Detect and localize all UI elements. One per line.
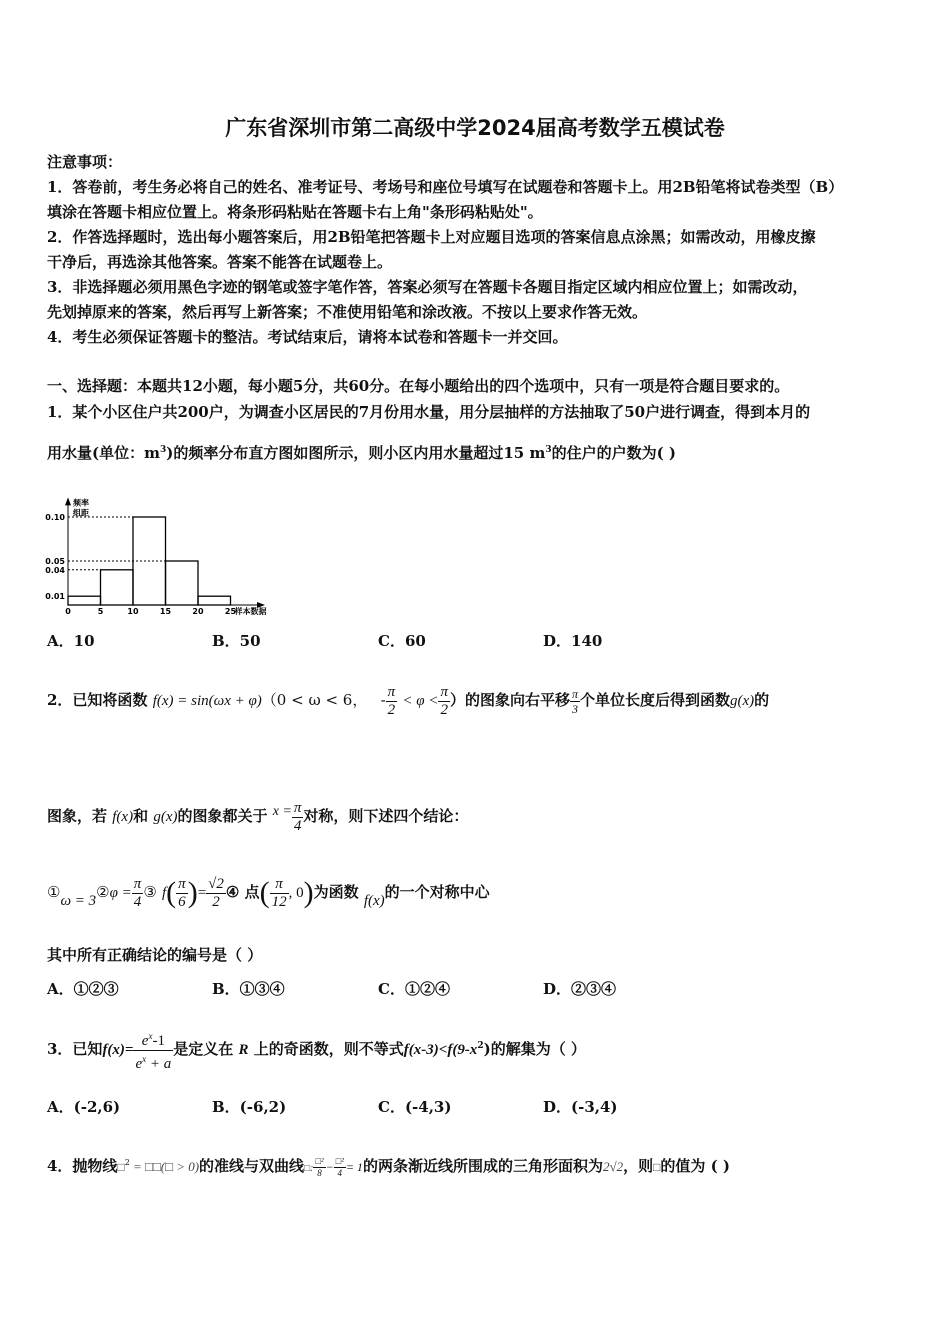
y-axis-arrow [65, 497, 71, 505]
q2-line-1: 2．已知将函数 f(x) = sin(ωx + φ)（0 < ω < 6， - $\frac{\pi}{2}$ < φ < $\frac{\pi}{2}$ ）的图象向右平移 $\frac{\pi}{3}$ 个单位长度后得到函数g(x)的 [47, 683, 770, 718]
q3-fraction: $\frac{e^x-1}{e^x + a}$ [133, 1028, 173, 1073]
q3-line: 3．已知f(x)= $\frac{e^x-1}{e^x + a}$ 是定义在 R 上的奇函数，则不等式$f(x-3)<f(9-x^2)$的解集为（ ） [47, 1015, 586, 1081]
q3-option-a: A．(-2,6) [47, 1098, 121, 1116]
q1-line-1: 1．某个小区住户共200户，为调查小区居民的7月份用水量，用分层抽样的方法抽取了50户进行调查，得到本月的 [47, 403, 811, 421]
phi-pi-over-4: $\frac{\pi}{4}$ [133, 875, 142, 910]
section-heading: 一、选择题：本题共12小题，每小题5分，共60分。在每小题给出的四个选项中，只有一项是符合题目要求的。 [47, 377, 790, 395]
x-tick-label: 20 [192, 607, 204, 616]
neg-pi-over-2: $\frac{\pi}{2}$ [387, 683, 396, 718]
q3-option-c: C．(-4,3) [378, 1098, 452, 1116]
q4-hyp-frac-1: $\frac{\text{□²}}{8}$ [315, 1155, 324, 1178]
q3-option-b: B．(-6,2) [212, 1098, 287, 1116]
histogram-bar [166, 561, 199, 605]
y-tick-label: 0.04 [45, 565, 65, 575]
pi-over-2: $\frac{\pi}{2}$ [440, 683, 448, 718]
q2-line-2: 图象，若 f(x)和 g(x)的图象都关于 x = $\frac{\pi}{4}$ 对称，则下述四个结论： [47, 799, 469, 834]
q2-conclusions: ①ω = 3②φ = $\frac{\pi}{4}$ ③ f( $\frac{\pi}{6}$ )= $\frac{√2}{2}$ ④ 点( $\frac{\pi}{12}$ , 0)为函数 f(x)的一个对称中心 [47, 875, 490, 910]
q1-option-c: C．60 [378, 632, 426, 650]
histogram-bar [101, 570, 134, 605]
x-tick-label: 25 [224, 607, 237, 616]
notice-line-3: 2．作答选择题时，选出每小题答案后，用2B铅笔把答题卡上对应题目选项的答案信息点涂黑；如需改动，用橡皮擦 [47, 228, 816, 246]
notice-line-1: 1．答卷前，考生务必将自己的姓名、准考证号、考场号和座位号填写在试题卷和答题卡上。用2B铅笔将试卷类型（B） [47, 178, 844, 196]
frequency-histogram [40, 465, 302, 625]
notice-heading: 注意事项： [47, 153, 123, 171]
q1-option-b: B．50 [212, 632, 261, 650]
page-title: 广东省深圳市第二高级中学2024届高考数学五模试卷 [225, 116, 725, 140]
y-axis-label-bottom: 组距 [73, 508, 89, 518]
notice-line-2: 填涂在答题卡相应位置上。将条形码粘贴在答题卡右上角"条形码粘贴处"。 [47, 203, 543, 221]
sqrt2-over-2: $\frac{√2}{2}$ [208, 875, 224, 910]
q3-option-d: D．(-3,4) [543, 1098, 618, 1116]
pi-over-3: $\frac{\pi}{3}$ [571, 686, 578, 716]
notice-line-6: 先划掉原来的答案，然后再写上新答案；不准使用铅笔和涂改液。不按以上要求作答无效。 [47, 303, 648, 321]
q2-option-c: C．①②④ [378, 980, 450, 998]
y-tick-label: 0.10 [45, 513, 65, 522]
q4-hyp-frac-2: $\frac{\text{□²}}{4}$ [335, 1155, 344, 1178]
x-tick-label: 0 [65, 607, 71, 616]
y-axis-label-top: 频率 [73, 498, 89, 508]
x-axis-label: 样本数据 [234, 607, 267, 616]
notice-line-5: 3．非选择题必须用黑色字迹的钢笔或签字笔作答，答案必须写在答题卡各题目指定区域内相应位置上；如需改动， [47, 278, 808, 296]
q2-option-d: D．②③④ [543, 980, 617, 998]
x-tick-label: 10 [127, 607, 139, 616]
notice-line-4: 干净后，再选涂其他答案。答案不能答在试题卷上。 [47, 253, 393, 271]
histogram-bar [68, 596, 101, 605]
histogram-bar [198, 596, 231, 605]
q1-option-a: A．10 [47, 632, 95, 650]
q2-prompt: 其中所有正确结论的编号是（ ） [47, 946, 263, 964]
q1-line-2: 用水量(单位：$m^3$)的频率分布直方图如图所示，则小区内用水量超过15 $m^3$的住户的户数为( ) [47, 444, 677, 462]
pi-over-4: $\frac{\pi}{4}$ [293, 799, 302, 834]
notice-line-7: 4．考生必须保证答题卡的整洁。考试结束后，请将本试卷和答题卡一并交回。 [47, 328, 568, 346]
q2-option-a: A．①②③ [47, 980, 119, 998]
q1-option-d: D．140 [543, 632, 603, 650]
q4-line: 4．抛物线□$^2$ = □□(□ > 0)的准线与双曲线□: $\frac{\text{□²}}{8}$ − $\frac{\text{□²}}{4}$ = 1的两条渐近线所围成的三角形面积为2√2，则□的值为 ( ) [47, 1155, 730, 1178]
x-tick-label: 15 [159, 607, 172, 616]
q2-option-b: B．①③④ [212, 980, 285, 998]
y-tick-label: 0.05 [45, 557, 65, 566]
y-tick-label: 0.01 [45, 592, 65, 602]
x-tick-label: 5 [97, 607, 104, 616]
